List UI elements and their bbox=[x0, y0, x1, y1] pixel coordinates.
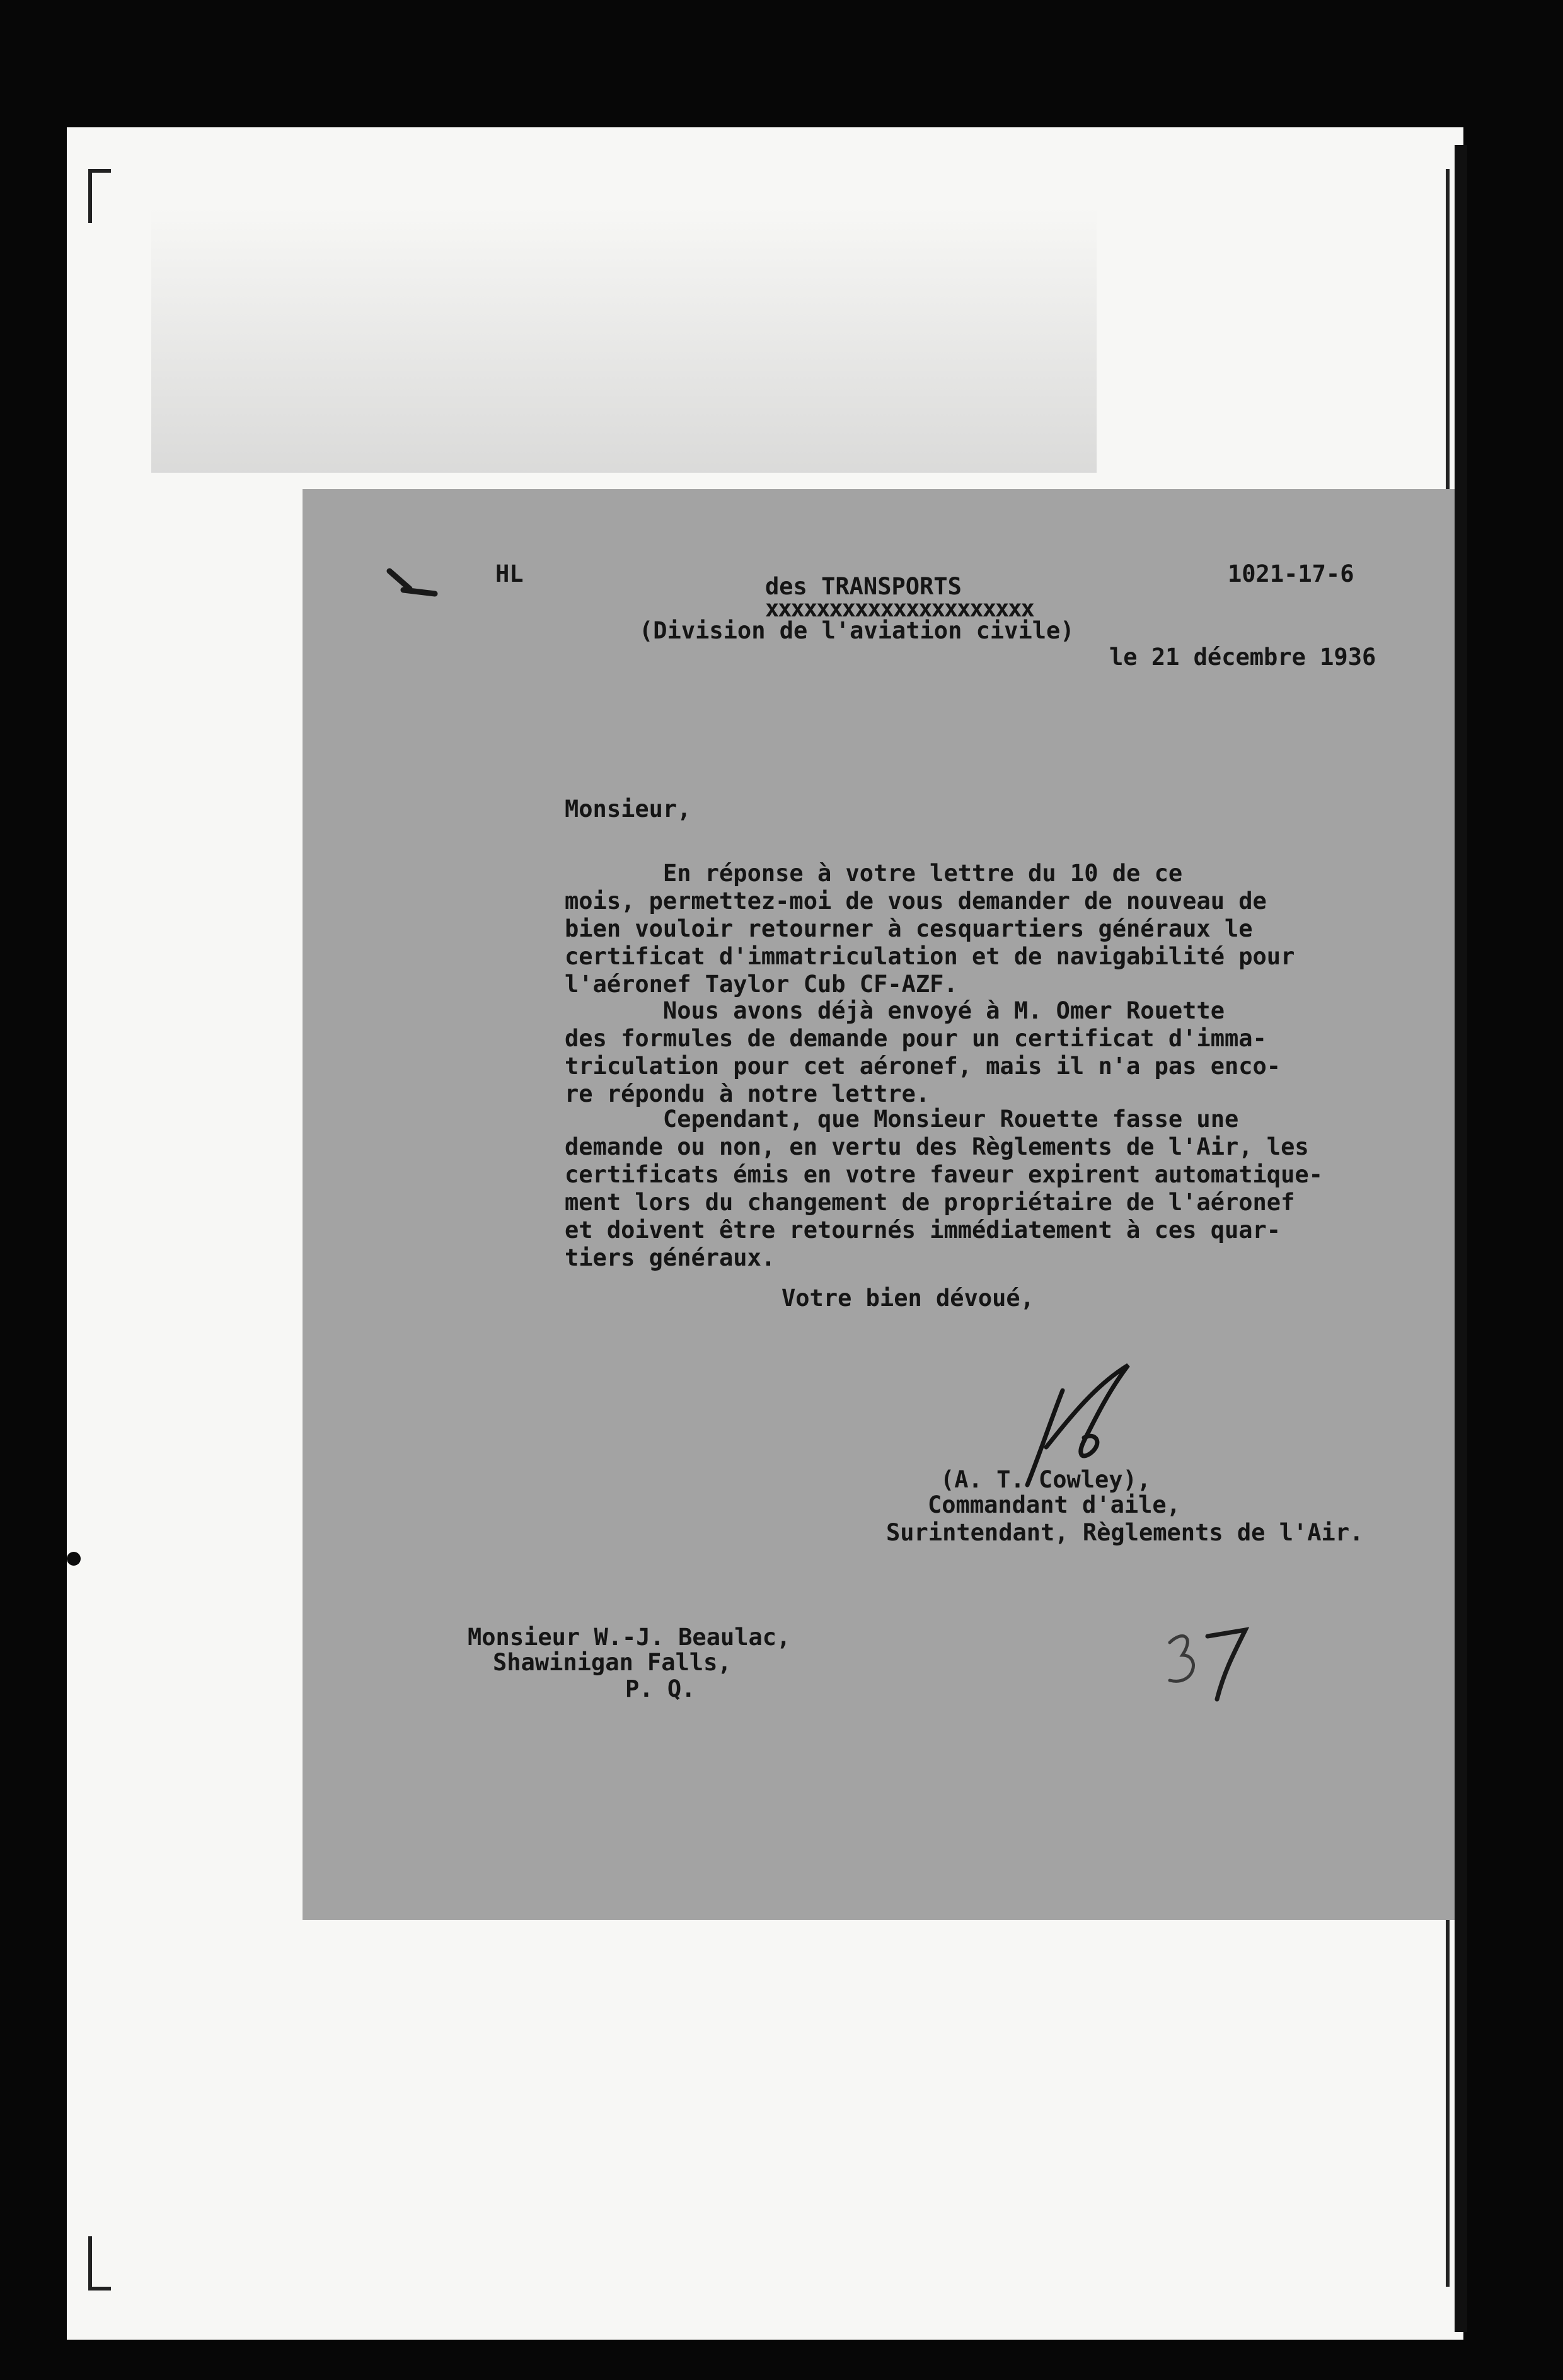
paragraph-line: Cependant, que Monsieur Rouette fasse une bbox=[565, 1106, 1239, 1133]
typist-initials: HL bbox=[495, 560, 524, 587]
paragraph-line: demande ou non, en vertu des Règlements de l'Air, les bbox=[565, 1133, 1309, 1160]
paragraph-line: des formules de demande pour un certificat d'imma- bbox=[565, 1025, 1267, 1052]
signatory-name: (A. T. Cowley), bbox=[940, 1466, 1151, 1493]
department-heading: des TRANSPORTS bbox=[765, 573, 962, 600]
signatory-rank: Commandant d'aile, bbox=[928, 1491, 1180, 1518]
closing-line: Votre bien dévoué, bbox=[782, 1285, 1034, 1312]
letter-date: le 21 décembre 1936 bbox=[1109, 644, 1376, 671]
salutation: Monsieur, bbox=[565, 795, 691, 823]
paragraph-line: et doivent être retournés immédiatement à ces quar- bbox=[565, 1216, 1281, 1244]
paragraph-line: ment lors du changement de propriétaire de l'aéronef bbox=[565, 1189, 1295, 1216]
signatory-title: Surintendant, Règlements de l'Air. bbox=[886, 1519, 1364, 1546]
struck-out-line: xxxxxxxxxxxxxxxxxxxxx bbox=[765, 595, 1034, 622]
punch-hole bbox=[67, 1552, 81, 1566]
addressee-city: Shawinigan Falls, bbox=[493, 1649, 732, 1676]
paragraph-2 bbox=[565, 997, 1359, 1108]
file-reference: 1021-17-6 bbox=[1228, 560, 1354, 587]
handwritten-folio-number bbox=[1157, 1617, 1258, 1706]
paragraph-line: tiers généraux. bbox=[565, 1244, 776, 1271]
letter-page bbox=[303, 489, 1455, 1920]
paragraph-line: l'aéronef Taylor Cub CF-AZF. bbox=[565, 971, 958, 998]
backing-shadow bbox=[1455, 145, 1467, 2332]
crop-mark-bottom-left bbox=[88, 2236, 111, 2290]
paragraph-line: triculation pour cet aéronef, mais il n'a pas enco- bbox=[565, 1053, 1281, 1080]
paragraph-1 bbox=[565, 860, 1359, 998]
paper-edge-shading bbox=[151, 208, 1097, 473]
paragraph-line: re répondu à notre lettre. bbox=[565, 1080, 930, 1107]
division-heading: (Division de l'aviation civile) bbox=[639, 617, 1075, 644]
crop-mark-top-left bbox=[88, 169, 111, 223]
pen-tick-mark bbox=[384, 565, 441, 603]
paragraph-3 bbox=[565, 1106, 1359, 1272]
addressee-province: P. Q. bbox=[625, 1675, 696, 1702]
paragraph-line: mois, permettez-moi de vous demander de nouveau de bbox=[565, 887, 1267, 915]
paragraph-line: certificat d'immatriculation et de navigabilité pour bbox=[565, 943, 1295, 970]
paragraph-line: En réponse à votre lettre du 10 de ce bbox=[565, 860, 1183, 887]
paragraph-line: bien vouloir retourner à cesquartiers généraux le bbox=[565, 915, 1253, 942]
paragraph-line: certificats émis en votre faveur expirent automatique- bbox=[565, 1161, 1323, 1188]
paragraph-line: Nous avons déjà envoyé à M. Omer Rouette bbox=[565, 997, 1225, 1024]
addressee-name: Monsieur W.-J. Beaulac, bbox=[468, 1624, 791, 1651]
